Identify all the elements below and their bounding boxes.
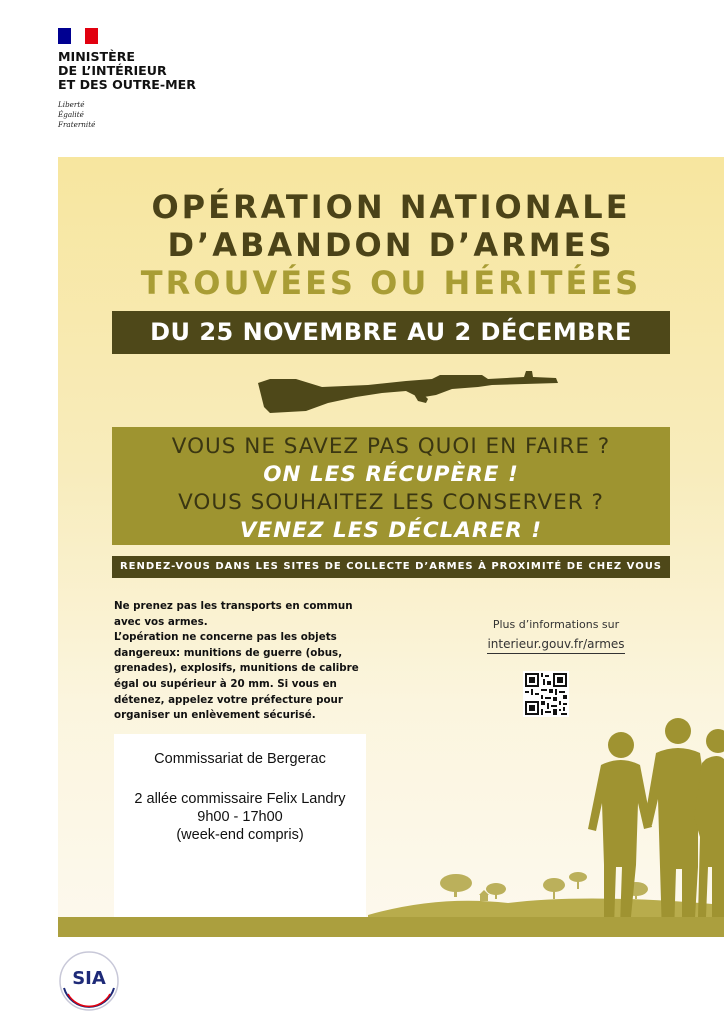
sia-logo-text: SIA [72,968,106,989]
sia-logo-icon [58,950,120,1012]
info-label: Plus d’informations sur [492,618,620,631]
title-line-1: OPÉRATION NATIONALE [151,188,631,226]
question-1: VOUS NE SAVEZ PAS QUOI EN FAIRE ? [171,434,611,459]
republic-logo-flag [58,28,98,44]
site-hours: 9h00 - 17h00 [197,809,283,825]
message-box [112,427,670,545]
ministry-header [58,28,318,138]
question-2: VOUS SOUHAITEZ LES CONSERVER ? [178,490,604,515]
info-link[interactable]: interieur.gouv.fr/armes [487,636,624,654]
title-line-2: D’ABANDON D’ARMES [167,226,615,264]
people-silhouettes-illustration [368,717,724,937]
more-info [456,617,656,654]
rendezvous-banner: RENDEZ-VOUS DANS LES SITES DE COLLECTE D’ARMES À PROXIMITÉ DE CHEZ VOUS [112,556,670,578]
footer-bar [58,917,724,937]
ministry-name: MINISTÈRE DE L’INTÉRIEUR ET DES OUTRE-MER [58,49,196,92]
date-range: DU 25 NOVEMBRE AU 2 DÉCEMBRE [112,311,670,354]
republic-motto: Liberté Égalité Fraternité [58,100,96,129]
answer-1: ON LES RÉCUPÈRE ! [263,462,519,487]
answer-2: VENEZ LES DÉCLARER ! [239,518,543,543]
collection-site-card [114,734,366,934]
site-details [114,790,366,844]
site-street: 2 allée commissaire Felix Landry [134,791,346,807]
site-note: (week-end compris) [176,827,304,843]
poster [58,157,724,937]
safety-warning: Ne prenez pas les transports en commun avec vos armes. L’opération ne concerne pas les objets dangereux: munitions de guerre (obus, grenades), explosifs, munitions de calibre égal ou supérieur à 20 mm. Si vous en détenez, appelez votre préfecture pour organiser un enlèvement sécurisé. [114,600,359,722]
site-name: Commissariat de Bergerac [154,751,326,767]
qr-code-icon[interactable] [523,671,569,717]
rifle-icon [256,357,566,415]
title-line-3: TROUVÉES OU HÉRITÉES [140,264,642,302]
